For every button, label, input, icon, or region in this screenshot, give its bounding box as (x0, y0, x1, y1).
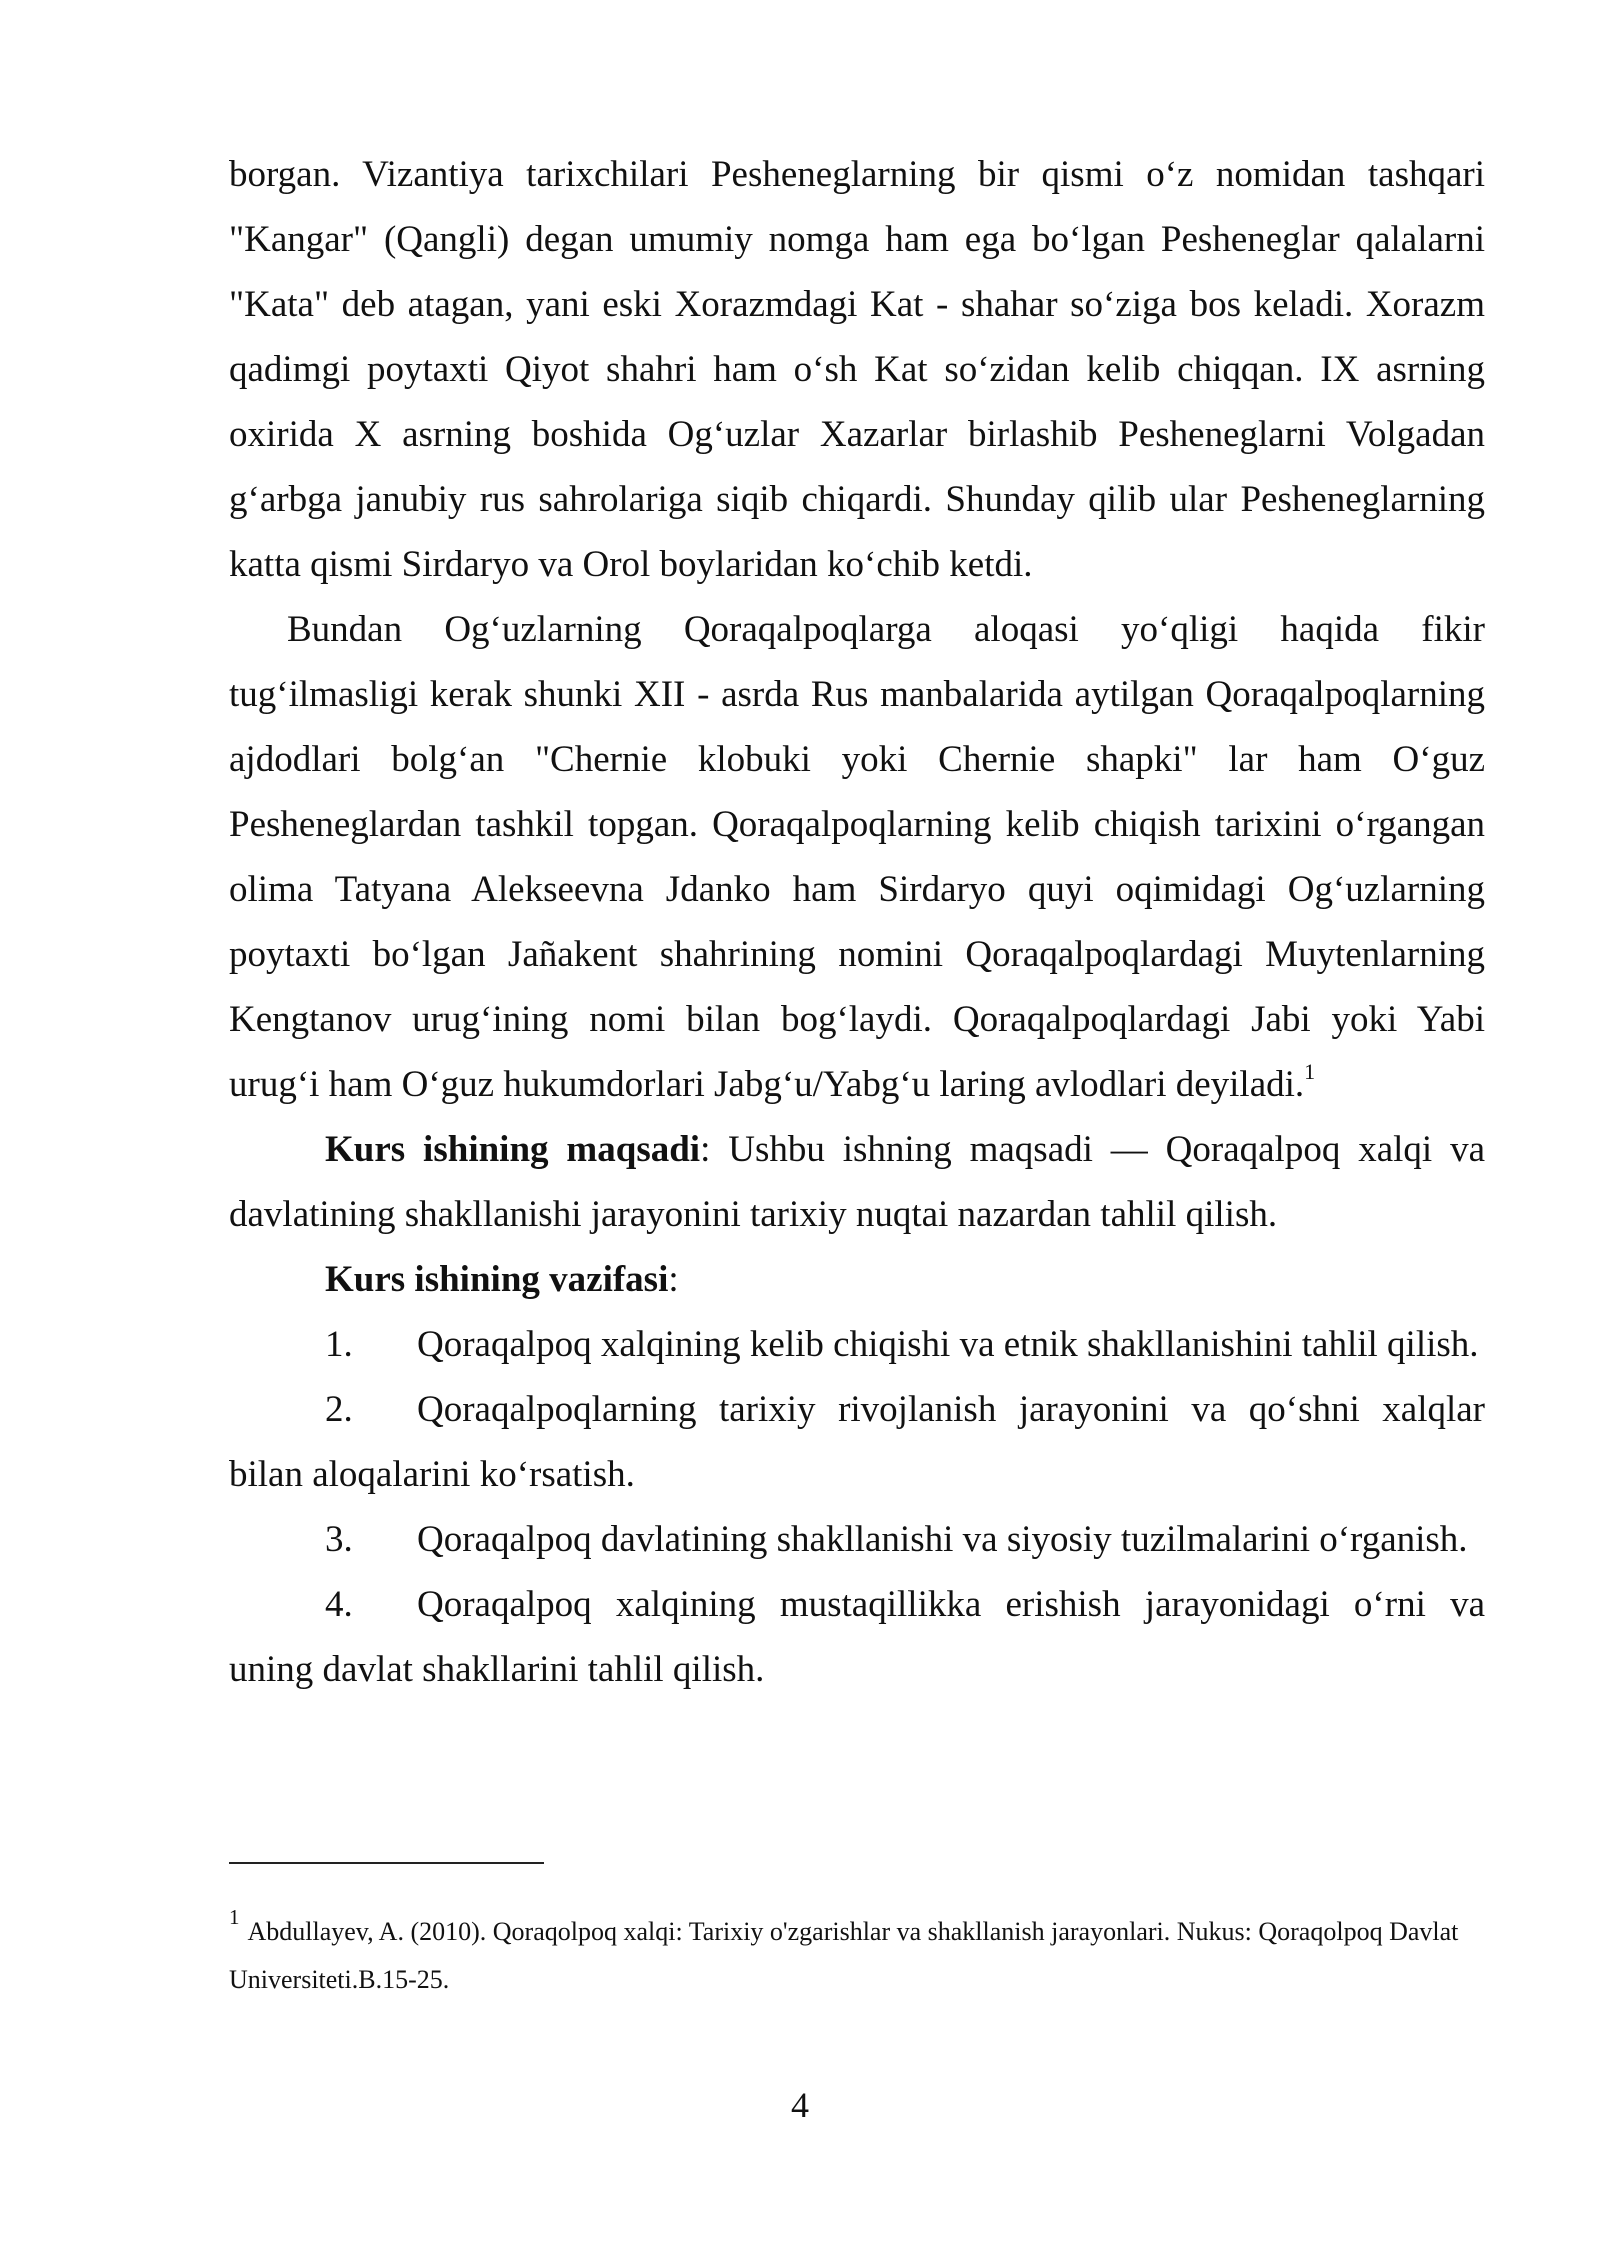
tasks-heading-colon: : (668, 1259, 679, 1300)
task-text: Qoraqalpoq davlatining shakllanishi va siyosiy tuzilmalarini o‘rganish. (417, 1519, 1468, 1560)
task-number: 3. (325, 1519, 353, 1560)
task-item-3 (229, 1507, 1485, 1572)
task-text: Qoraqalpoq xalqining kelib chiqishi va etnik shakllanishini tahlil qilish. (417, 1324, 1479, 1365)
aim-paragraph (229, 1117, 1485, 1247)
footnote-separator (229, 1862, 544, 1864)
tasks-heading-paragraph (229, 1247, 1485, 1312)
footnote-text: Abdullayev, A. (2010). Qoraqolpoq xalqi: Tarixiy o'zgarishlar va shakllanish jarayonlari. Nukus: Qoraqolpoq Davlat Universiteti.B.15-25. (229, 1917, 1459, 1994)
task-number: 1. (325, 1324, 353, 1365)
page-number: 4 (791, 2085, 809, 2125)
task-item-1 (229, 1312, 1485, 1377)
aim-text: : Ushbu ishning maqsadi — Qoraqalpoq xalqi va davlatining shakllanishi jarayonini tarixiy nuqtai nazardan tahlil qilish. (229, 1129, 1485, 1235)
body-text (229, 142, 1485, 1702)
task-text: Qoraqalpoq xalqining mustaqillikka erishish jarayonidagi o‘rni va uning davlat shakllarini tahlil qilish. (229, 1584, 1485, 1690)
task-text: Qoraqalpoqlarning tarixiy rivojlanish jarayonini va qo‘shni xalqlar bilan aloqalarini ko‘rsatish. (229, 1389, 1485, 1495)
paragraph-1: borgan. Vizantiya tarixchilari Pesheneglarning bir qismi o‘z nomidan tashqari "Kangar" (Qangli) degan umumiy nomga ham ega bo‘lgan Pesheneglar qalalarni "Kata" deb atagan, yani eski Xorazmdagi Kat - shahar so‘ziga bos keladi. Xorazm qadimgi poytaxti Qiyot shahri ham o‘sh Kat so‘zidan kelib chiqqan. IX asrning oxirida X asrning boshida Og‘uzlar Xazarlar birlashib Pesheneglarni Volgadan g‘arbga janubiy rus sahrolariga siqib chiqardi. Shunday qilib ular Pesheneglarning katta qismi Sirdaryo va Orol boylaridan ko‘chib ketdi. (229, 154, 1485, 585)
footnote-marker: 1 (229, 1905, 240, 1930)
tasks-heading: Kurs ishining vazifasi (325, 1259, 669, 1300)
footnote (229, 1905, 1485, 2004)
paragraph-2-text: Bundan Og‘uzlarning Qoraqalpoqlarga aloqasi yo‘qligi haqida fikir tug‘ilmasligi kerak shunki XII - asrda Rus manbalarida aytilgan Qoraqalpoqlarning ajdodlari bolg‘an "Chernie klobuki yoki Chernie shapki" lar ham O‘guz Pesheneglardan tashkil topgan. Qoraqalpoqlarning kelib chiqish tarixini o‘rgangan olima Tatyana Alekseevna Jdanko ham Sirdaryo quyi oqimidagi Og‘uzlarning poytaxti bo‘lgan Jañakent shahrining nomini Qoraqalpoqlardagi Muytenlarning Kengtanov urug‘ining nomi bilan bog‘laydi. Qoraqalpoqlardagi Jabi yoki Yabi urug‘i ham O‘guz hukumdorlari Jabg‘u/Yabg‘u laring avlodlari deyiladi. (229, 609, 1485, 1105)
task-number: 2. (325, 1389, 353, 1430)
task-number: 4. (325, 1584, 353, 1625)
aim-heading: Kurs ishining maqsadi (325, 1129, 701, 1170)
task-item-2 (229, 1377, 1485, 1507)
paragraph-2 (229, 597, 1485, 1117)
task-item-4 (229, 1572, 1485, 1702)
footnote-reference[interactable]: 1 (1304, 1058, 1316, 1084)
